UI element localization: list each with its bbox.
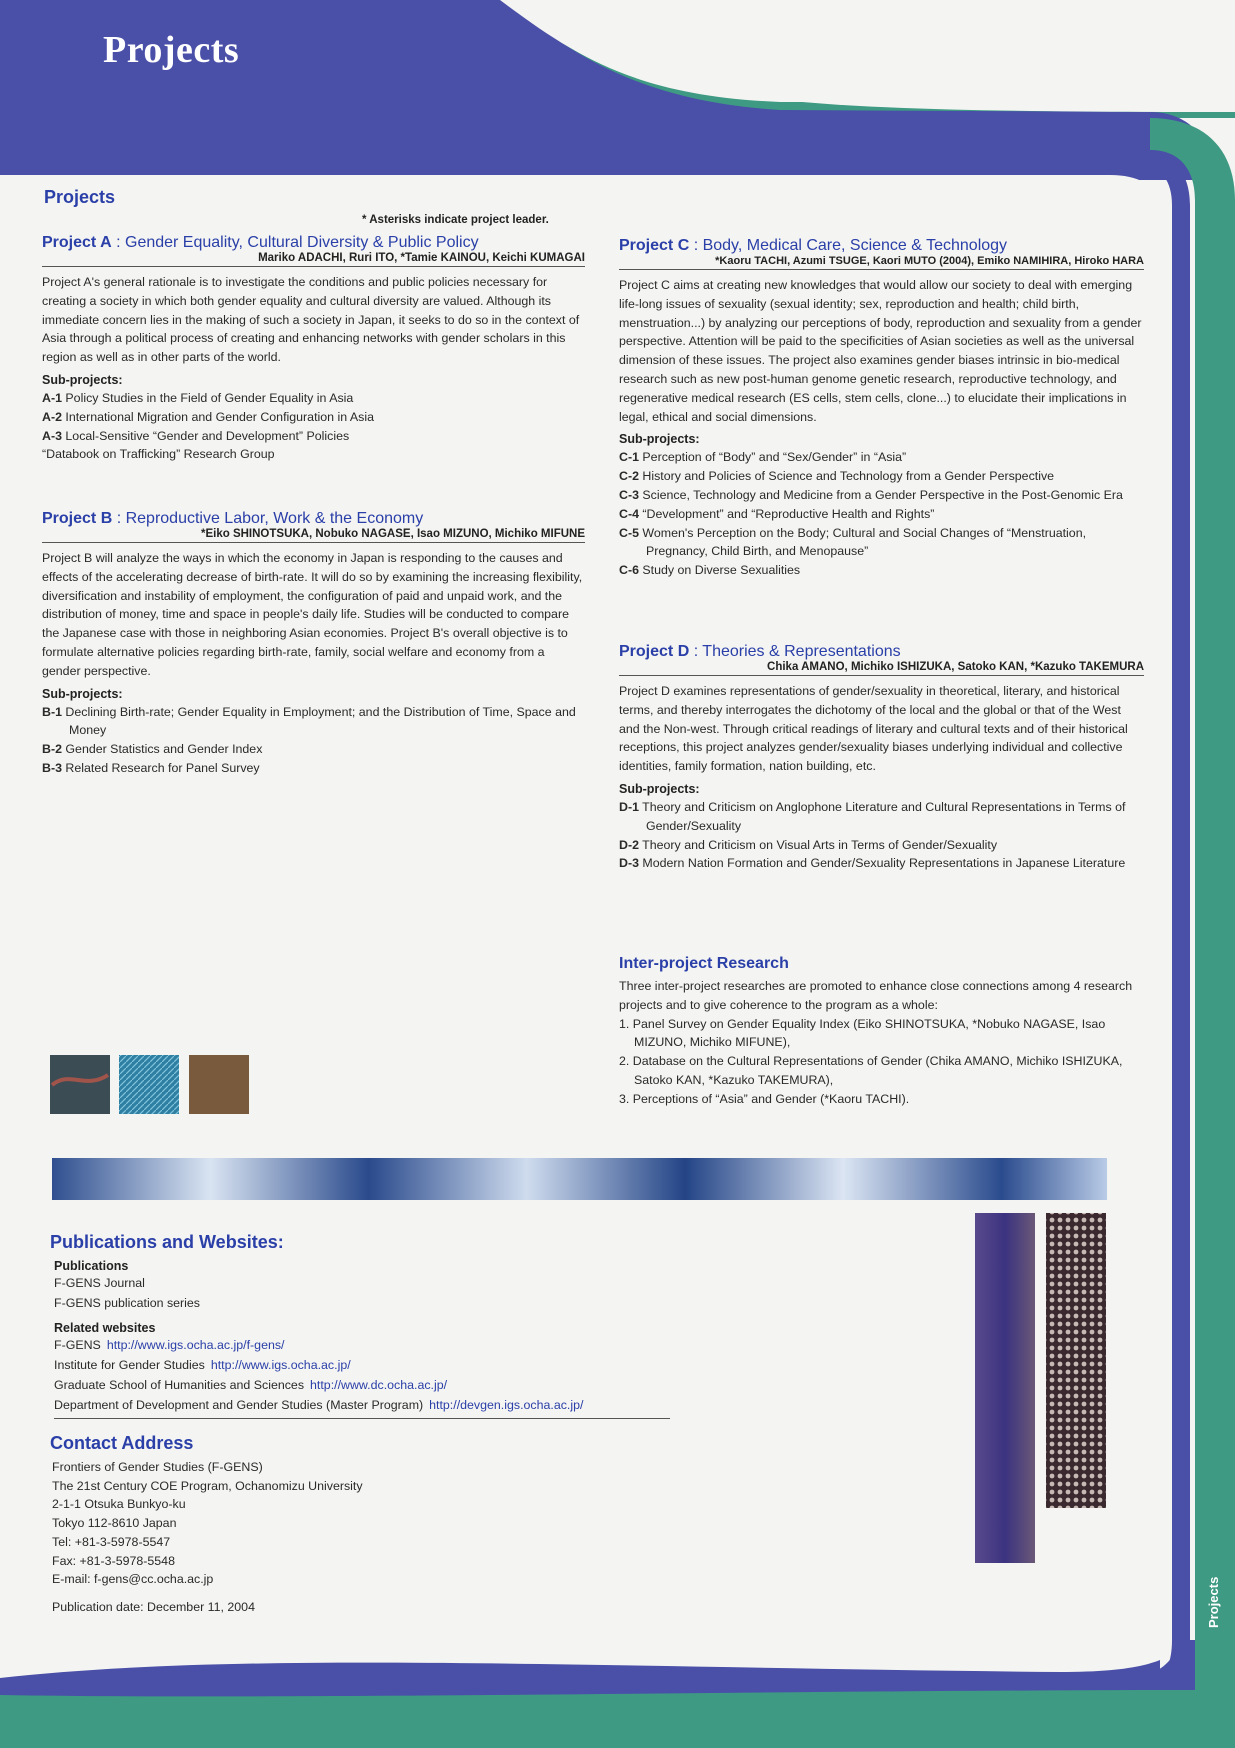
project-d-sub-title: Sub-projects: — [619, 781, 700, 796]
contact-line: Fax: +81-3-5978-5548 — [52, 1553, 175, 1568]
project-a-block — [42, 234, 585, 464]
website-row: Institute for Gender Studies http://www.igs.ocha.ac.jp/ — [54, 1358, 351, 1372]
contact-line: Tel: +81-3-5978-5547 — [52, 1534, 171, 1549]
project-a-members: Mariko ADACHI, Ruri ITO, *Tamie KAINOU, Keichi KUMAGAI — [42, 252, 585, 267]
list-item: C-5 Women's Perception on the Body; Cultural and Social Changes of “Menstruation, Pregnancy, Child Birth, and Menopause” — [619, 525, 1087, 559]
project-c-members: *Kaoru TACHI, Azumi TSUGE, Kaori MUTO (2004), Emiko NAMIHIRA, Hiroko HARA — [619, 255, 1144, 270]
project-d-description: Project D examines representations of gender/sexuality in theoretical, literary, and historical terms, and thereby interrogates the dichotomy of the local and the global or that of the West and the Non-west. Through critical readings of literary and cultural texts and of their historical receptions, this project analyzes gender/sexuality biases underlying individual and collective identities, family formation, nation building, etc. — [619, 684, 1128, 774]
project-b-heading: Project B : Reproductive Labor, Work & the Economy — [42, 510, 424, 527]
project-c-description: Project C aims at creating new knowledges that would allow our society to deal with emerging life-long issues of sexuality (sexual identity; sex, reproduction and health; child birth, menstruation...) by analyzing our perceptions of body, reproduction and sexuality from a gender perspective. Attention will be paid to the specificities of Asian societies as well as the universal dimension of these issues. The project also examines gender biases intrinsic in bio-medical research such as new post-human genome genetic research, reproductive technology, and regenerative medical research (ES cells, stem cells, clone...) to elucidate their implications in legal, ethical and social dimensions. — [619, 278, 1142, 424]
list-item: A-1 Policy Studies in the Field of Gender Equality in Asia — [42, 390, 354, 405]
list-item: D-3 Modern Nation Formation and Gender/Sexuality Representations in Japanese Literature — [619, 856, 1126, 871]
project-b-members: *Eiko SHINOTSUKA, Nobuko NAGASE, Isao MIZUNO, Michiko MIFUNE — [42, 528, 585, 543]
publication-date: Publication date: December 11, 2004 — [52, 1599, 255, 1614]
list-item: 3. Perceptions of “Asia” and Gender (*Kaoru TACHI). — [619, 1091, 910, 1106]
project-c-sub-title: Sub-projects: — [619, 432, 700, 447]
project-d-sub-list — [619, 798, 1144, 873]
project-a-heading: Project A : Gender Equality, Cultural Diversity & Public Policy — [42, 234, 479, 251]
website-link[interactable]: http://devgen.igs.ocha.ac.jp/ — [429, 1398, 584, 1412]
publications-title: Publications and Websites: — [50, 1232, 284, 1252]
side-tab-label: Projects — [1206, 1576, 1221, 1628]
project-a-sub-list — [42, 389, 585, 464]
list-item: B-2 Gender Statistics and Gender Index — [42, 742, 263, 757]
contact-line: Tokyo 112-8610 Japan — [52, 1516, 177, 1531]
publications-label: Publications — [54, 1259, 129, 1273]
project-b-sub-title: Sub-projects: — [42, 686, 123, 701]
textile-swatch-dark — [50, 1055, 110, 1114]
contact-line: 2-1-1 Otsuka Bunkyo-ku — [52, 1497, 186, 1512]
inter-project-intro: Three inter-project researches are promoted to enhance close connections among 4 research projects and to give coherence to the program as a whole: — [619, 979, 1133, 1012]
list-item: C-3 Science, Technology and Medicine from a Gender Perspective in the Post-Genomic Era — [619, 487, 1123, 502]
project-a-description: Project A's general rationale is to investigate the conditions and public policies necessary for creating a society in which both gender equality and cultural diversity are valued. Although its immediate concern lies in the making of such a society in Japan, it seeks to do so in the context of Asia through a political process of creating and enhancing networks with gender scholars in this region as well as in other parts of the world. — [42, 275, 580, 365]
list-item: D-1 Theory and Criticism on Anglophone Literature and Cultural Representations in Terms of Gender/Sexuality — [619, 799, 1126, 833]
list-item: 2. Database on the Cultural Representations of Gender (Chika AMANO, Michiko ISHIZUKA, Satoko KAN, *Kazuko TAKEMURA), — [619, 1054, 1123, 1087]
list-item: F-GENS Journal — [54, 1276, 145, 1290]
publications-block — [50, 1232, 670, 1419]
project-b-sub-list — [42, 703, 585, 778]
contact-title: Contact Address — [50, 1433, 194, 1453]
project-b-description: Project B will analyze the ways in which the economy in Japan is responding to the causes and effects of the accelerating decrease of birth-rate. It will do so by examining the increasing flexibility, diversification and instability of employment, the configuration of paid and unpaid work, and the distribution of money, time and space in people's daily life. Studies will be conducted to compare the Japanese case with those in neighboring Asian economies. Project B's overall objective is to formulate alternative policies regarding birth-rate, family, social welfare and economy from a gender perspective. — [42, 551, 583, 678]
asterisk-note: * Asterisks indicate project leader. — [362, 214, 549, 226]
list-item: A-3 Local-Sensitive “Gender and Development” Policies — [42, 428, 350, 443]
list-item: C-2 History and Policies of Science and Technology from a Gender Perspective — [619, 469, 1055, 484]
website-row: Department of Development and Gender Studies (Master Program) http://devgen.igs.ocha.ac.jp/ — [54, 1395, 670, 1419]
contact-line: The 21st Century COE Program, Ochanomizu University — [52, 1478, 363, 1493]
list-item: B-3 Related Research for Panel Survey — [42, 760, 260, 775]
inter-project-block — [619, 955, 1144, 1109]
project-a-sub-title: Sub-projects: — [42, 372, 123, 387]
list-item: C-6 Study on Diverse Sexualities — [619, 563, 801, 578]
list-item: 1. Panel Survey on Gender Equality Index (Eiko SHINOTSUKA, *Nobuko NAGASE, Isao MIZUNO, Michiko MIFUNE), — [619, 1016, 1106, 1050]
project-c-sub-list — [619, 448, 1144, 580]
project-d-heading: Project D : Theories & Representations — [619, 643, 901, 660]
website-row: Graduate School of Humanities and Sciences http://www.dc.ocha.ac.jp/ — [54, 1378, 448, 1392]
contact-block — [50, 1433, 550, 1617]
website-row: F-GENS http://www.igs.ocha.ac.jp/f-gens/ — [54, 1338, 285, 1352]
project-c-block — [619, 237, 1144, 580]
header-title: Projects — [103, 29, 240, 71]
related-websites-label: Related websites — [54, 1321, 156, 1335]
website-link[interactable]: http://www.dc.ocha.ac.jp/ — [310, 1378, 448, 1392]
website-link[interactable]: http://www.igs.ocha.ac.jp/ — [210, 1358, 351, 1372]
list-item: C-4 “Development” and “Reproductive Health and Rights” — [619, 506, 935, 521]
list-item: B-1 Declining Birth-rate; Gender Equality in Employment; and the Distribution of Time, Space and Money — [42, 704, 576, 738]
project-c-heading: Project C : Body, Medical Care, Science & Technology — [619, 237, 1008, 254]
list-item: A-2 International Migration and Gender Configuration in Asia — [42, 409, 374, 424]
projects-section-title: Projects — [44, 187, 116, 207]
project-d-members: Chika AMANO, Michiko ISHIZUKA, Satoko KAN, *Kazuko TAKEMURA — [619, 661, 1144, 676]
website-link[interactable]: http://www.igs.ocha.ac.jp/f-gens/ — [106, 1338, 285, 1352]
project-b-block — [42, 510, 585, 778]
project-d-block — [619, 643, 1144, 873]
inter-project-list — [619, 1015, 1144, 1109]
list-item: D-2 Theory and Criticism on Visual Arts in Terms of Gender/Sexuality — [619, 837, 998, 852]
list-item: F-GENS publication series — [54, 1296, 200, 1310]
indigo-textile-band — [52, 1158, 1107, 1200]
contact-line: Frontiers of Gender Studies (F-GENS) — [52, 1460, 263, 1474]
list-item: “Databook on Trafficking” Research Group — [42, 447, 275, 462]
contact-email: E-mail: f-gens@cc.ocha.ac.jp — [52, 1572, 214, 1587]
inter-project-title: Inter-project Research — [619, 955, 789, 972]
list-item: C-1 Perception of “Body” and “Sex/Gender” in “Asia” — [619, 450, 907, 465]
